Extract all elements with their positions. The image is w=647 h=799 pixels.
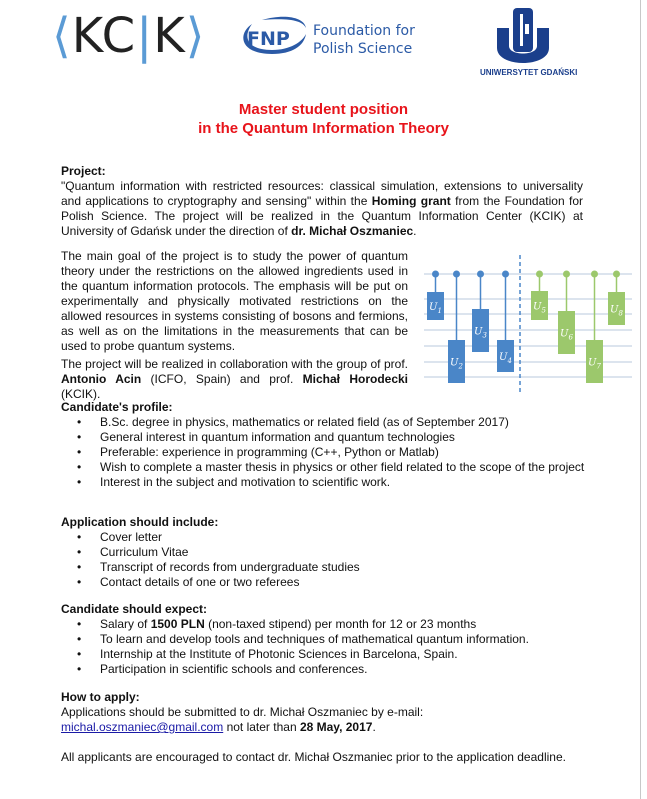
section-heading: Candidate's profile: bbox=[61, 400, 173, 414]
control-dot bbox=[613, 271, 620, 278]
fnp-logo bbox=[232, 12, 312, 60]
list-item: • Contact details of one or two referees bbox=[61, 575, 601, 590]
list-item: • Internship at the Institute of Photonic Sciences in Barcelona, Spain. bbox=[61, 647, 601, 662]
project-section bbox=[61, 164, 583, 239]
control-dot bbox=[453, 271, 460, 278]
ug-name: UNIWERSYTET GDAŃSKI bbox=[480, 68, 578, 77]
profile-section bbox=[61, 400, 601, 490]
control-dot bbox=[502, 271, 509, 278]
deadline: 28 May, 2017 bbox=[299, 720, 373, 734]
goal-paragraph: The main goal of the project is to study the power of quantum theory under the restrictions on the allowed ingredients used in the quantum information protocols. The emphasis will be put on experimentally and physically motivated restrictions on the allowed resources in systems consisting of bosons and fermions, as well as on the limitations in the measurements that can be used to probe quantum systems. bbox=[61, 249, 408, 353]
svg-text:FNP: FNP bbox=[247, 28, 290, 50]
section-heading: Candidate should expect: bbox=[61, 602, 208, 616]
section-heading: How to apply: bbox=[61, 690, 140, 704]
quantum-circuit-diagram bbox=[410, 250, 640, 392]
page-title: Master student position in the Quantum Information Theory bbox=[198, 101, 449, 137]
control-dot bbox=[591, 271, 598, 278]
control-dot bbox=[432, 271, 439, 278]
gate-label: $U_1$ bbox=[429, 302, 442, 315]
closing-text: All applicants are encouraged to contact dr. Michał Oszmaniec prior to the application deadline. bbox=[61, 750, 566, 764]
application-section bbox=[61, 515, 601, 590]
apply-section: How to apply: Applications should be submitted to dr. Michał Oszmaniec by e-mail: michal.oszmaniec@gmail.com not later than 28 May, 2017. All applicants are encouraged to contact dr. Michał Oszmaniec prior to the application deadline. bbox=[61, 690, 601, 765]
gate-label: $U_6$ bbox=[560, 328, 573, 342]
list-item: • B.Sc. degree in physics, mathematics or related field (as of September 2017) bbox=[61, 415, 601, 430]
expect-section bbox=[61, 602, 601, 677]
list-item: • Interest in the subject and motivation to scientific work. bbox=[61, 475, 601, 490]
project-paragraph: "Quantum information with restricted resources: classical simulation, extensions to universality and applications to cryptography and sensing" within the Homing grant from the Foundation for Polish Science. The project will be realized in the Quantum Information Center (KCIK) at University of Gdańsk under the direction of dr. Michał Oszmaniec. bbox=[61, 179, 583, 238]
control-dot bbox=[536, 271, 543, 278]
list-item: • Curriculum Vitae bbox=[61, 545, 601, 560]
ug-logo bbox=[495, 6, 551, 66]
gate-label: $U_2$ bbox=[450, 357, 463, 371]
gate-label: $U_8$ bbox=[610, 304, 623, 318]
collaboration-paragraph: The project will be realized in collaboration with the group of prof. Antonio Acin (ICFO, Spain) and prof. Michał Horodecki (KCIK). bbox=[61, 357, 409, 401]
list-item: • Preferable: experience in programming (C++, Python or Matlab) bbox=[61, 445, 601, 460]
gate-label: $U_5$ bbox=[533, 301, 546, 315]
list-item: • Wish to complete a master thesis in physics or other field related to the scope of the project bbox=[61, 460, 601, 475]
email-link[interactable]: michal.oszmaniec@gmail.com bbox=[61, 720, 224, 734]
gate-label: $U_7$ bbox=[588, 357, 601, 371]
kcik-logo: ⟨KC|K⟩ bbox=[52, 8, 206, 64]
list-item: • To learn and develop tools and techniques of mathematical quantum information. bbox=[61, 632, 601, 647]
control-dot bbox=[563, 271, 570, 278]
list-item: • General interest in quantum information and quantum technologies bbox=[61, 430, 601, 445]
list-item: • Transcript of records from undergraduate studies bbox=[61, 560, 601, 575]
list-item: • Cover letter bbox=[61, 530, 601, 545]
list-item: • Participation in scientific schools and conferences. bbox=[61, 662, 601, 677]
control-dot bbox=[477, 271, 484, 278]
fnp-name: Foundation for Polish Science bbox=[313, 23, 415, 57]
section-heading: Application should include: bbox=[61, 515, 219, 529]
gate-label: $U_3$ bbox=[474, 326, 487, 340]
gate-label: $U_4$ bbox=[499, 352, 512, 365]
apply-text: Applications should be submitted to dr. Michał Oszmaniec by e-mail: bbox=[61, 705, 424, 719]
list-item: • Salary of 1500 PLN (non-taxed stipend) per month for 12 or 23 months bbox=[61, 617, 601, 632]
section-heading: Project: bbox=[61, 164, 106, 178]
